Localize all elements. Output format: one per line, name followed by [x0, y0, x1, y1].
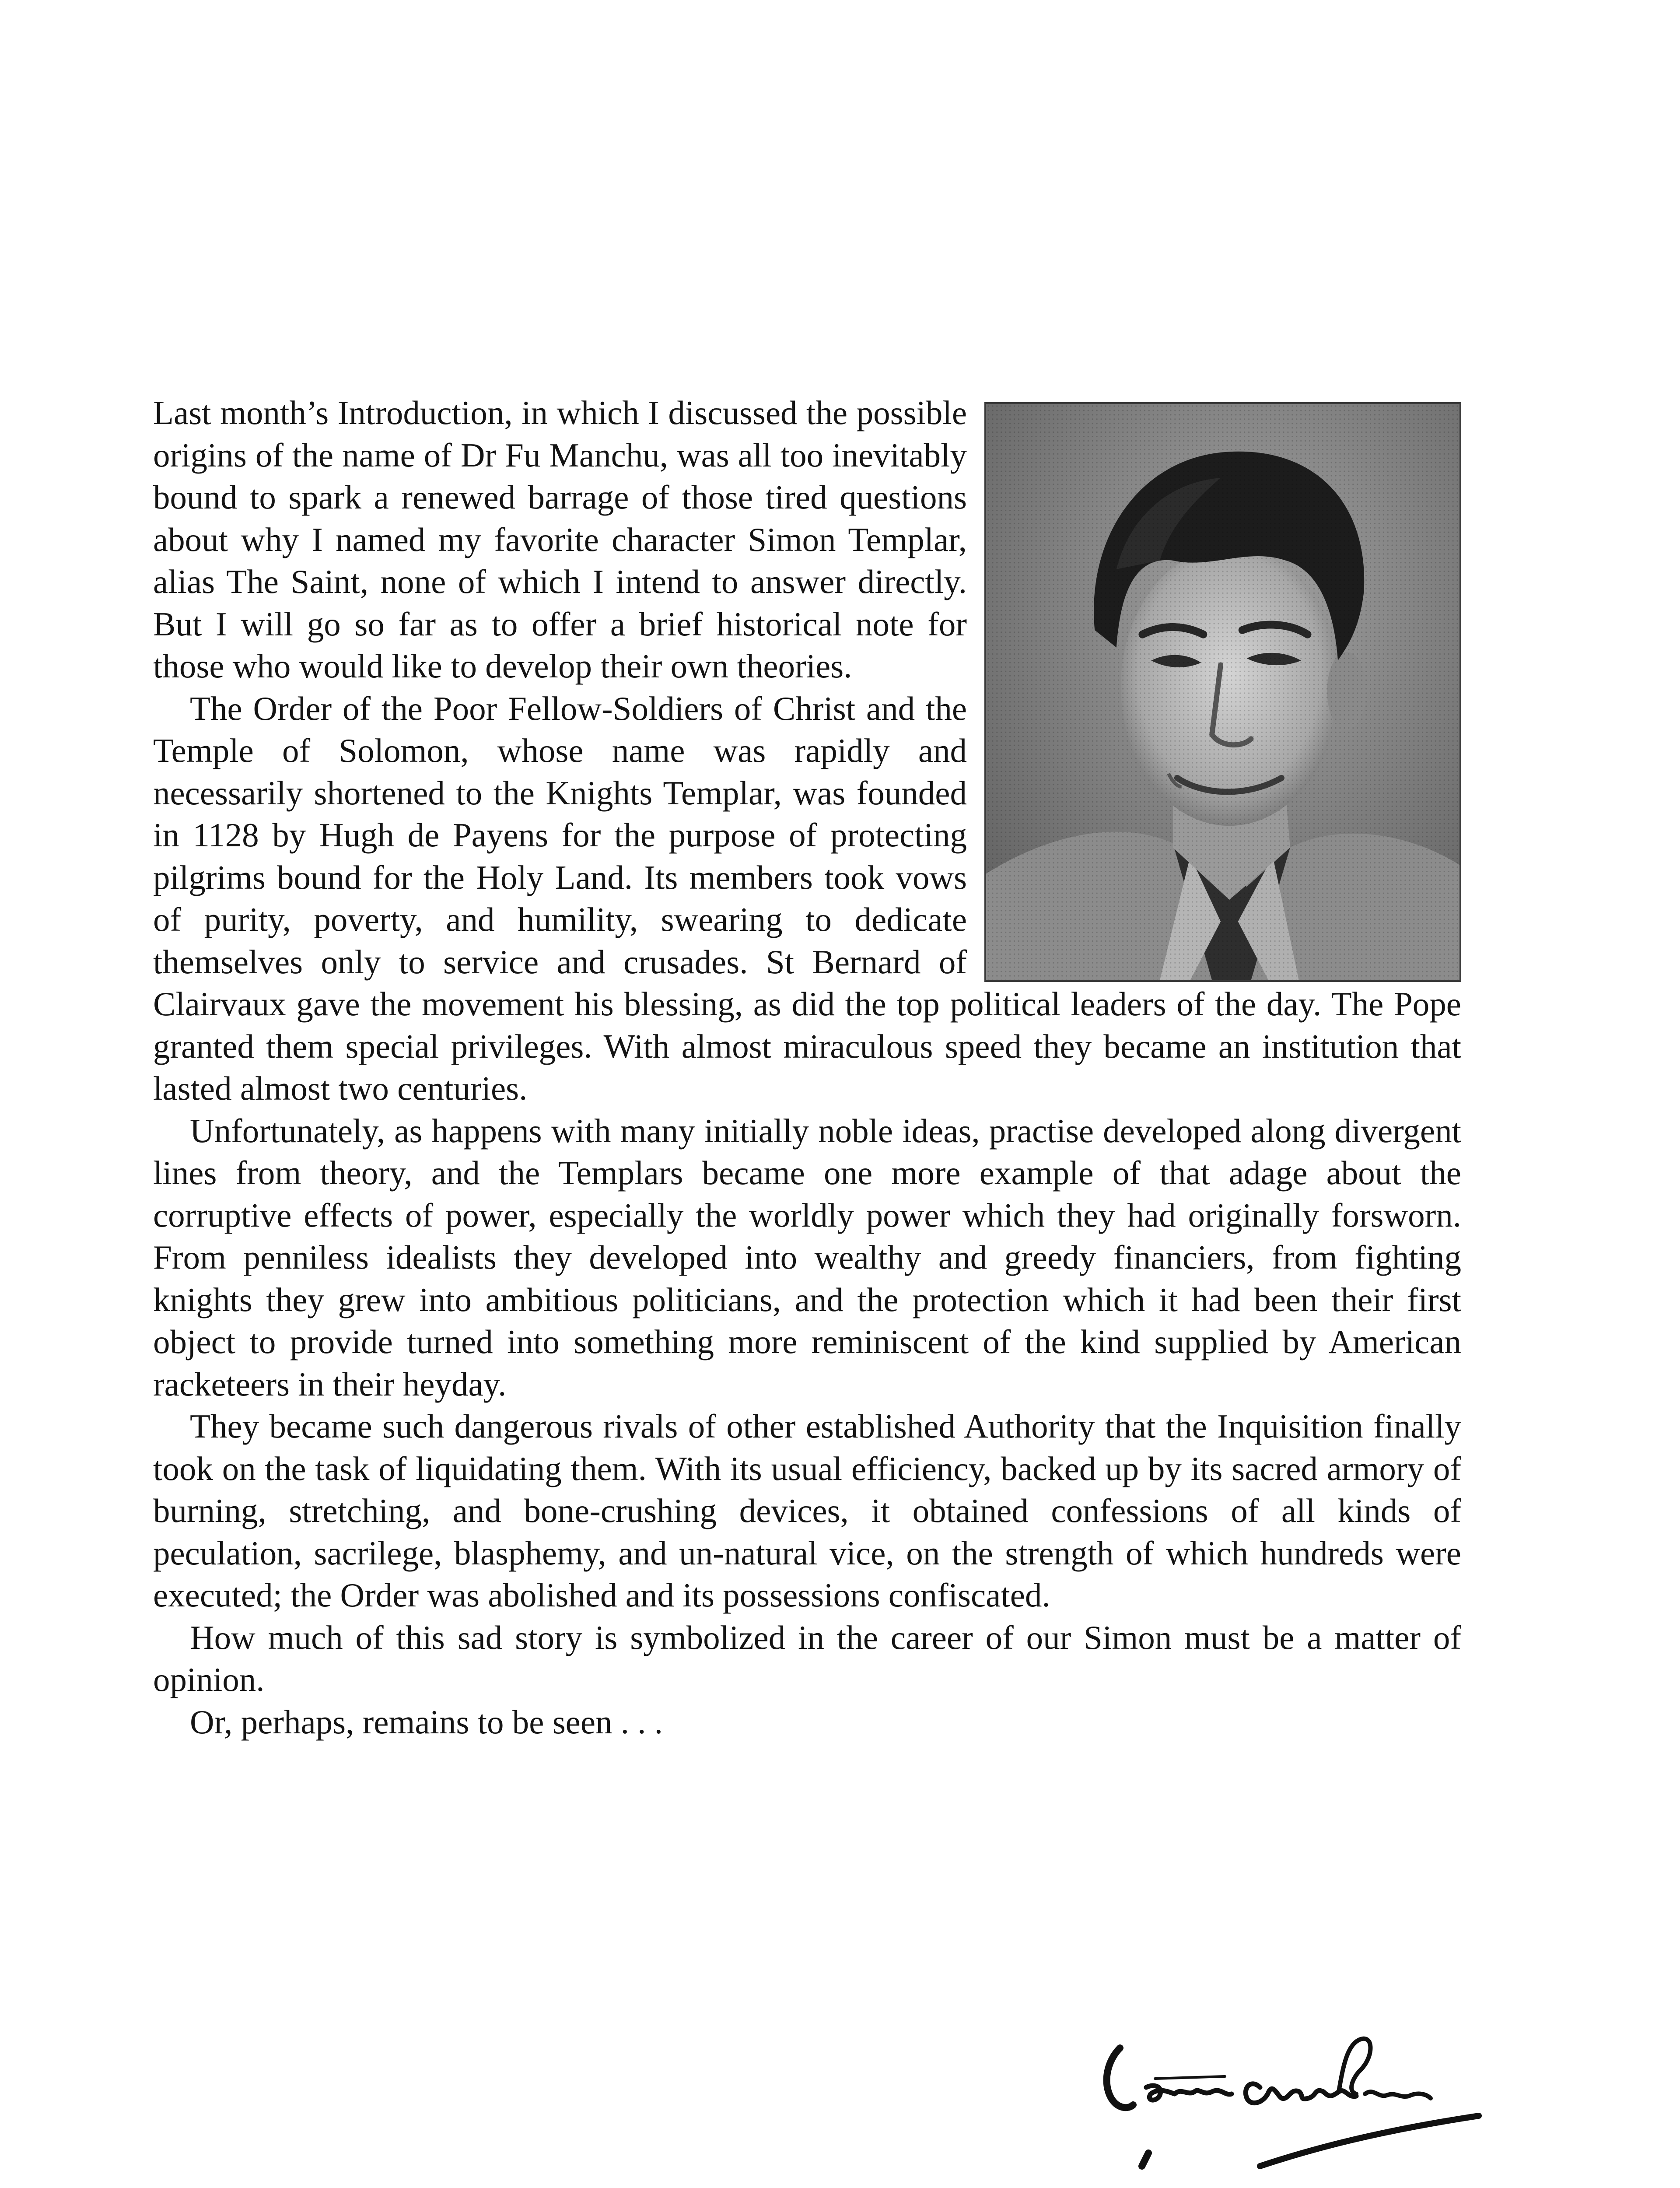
author-portrait-photo [984, 402, 1461, 982]
paragraph: Unfortunately, as happens with many initially noble ideas, practise developed along divergent lines from theory, and the Templars became one more example of that adage about the corruptive effects of power, especially the worldly power which they had originally forsworn. From penniless idealists they developed into wealthy and greedy financiers, from fighting knights they grew into ambitious politicians, and the protection which it had been their first object to provide turned into something more reminiscent of the kind supplied by American racketeers in their heyday. [153, 1112, 1461, 1403]
paragraph: The Order of the Poor Fellow-Soldiers of Christ and the Temple of Solomon, whose name was rapidly and necessarily shortened to the Knights Templar, was founded in 1128 by Hugh de Payens for the purpose of protecting pilgrims bound for the Holy Land. Its members took vows of purity, poverty, and humility, swearing to dedicate themselves only to service and crusades. St Bernard of Clairvaux gave the movement his blessing, as did the top political leaders of the day. The Pope granted them special privileges. With almost miraculous speed they became an institution that lasted almost two centuries. [153, 689, 1461, 1107]
handwritten-signature-icon [1094, 2022, 1488, 2188]
paragraph: How much of this sad story is symbolized in the career of our Simon must be a matter of opinion. [153, 1618, 1461, 1698]
paragraph: Last month’s Introduction, in which I discussed the possible origins of the name of Dr Fu Manchu, was all too inevitably bound to spark a renewed barrage of those tired questions about why I named my favorite character Simon Templar, alias The Saint, none of which I intend to answer directly. But I will go so far as to offer a brief historical note for those who would like to develop their own theories. [153, 394, 967, 685]
paragraph: Or, perhaps, remains to be seen . . . [190, 1703, 663, 1741]
introduction-article [153, 392, 1461, 1743]
paragraph: They became such dangerous rivals of other established Authority that the Inquisition finally took on the task of liquidating them. With its usual efficiency, backed up by its sacred armory of burning, stretching, and bone-crushing devices, it obtained confessions of all kinds of peculation, sacrilege, blasphemy, and un-natural vice, on the strength of which hundreds were executed; the Order was abolished and its possessions confiscated. [153, 1407, 1461, 1614]
portrait-photo-icon [986, 404, 1460, 980]
author-signature [1094, 2022, 1488, 2188]
